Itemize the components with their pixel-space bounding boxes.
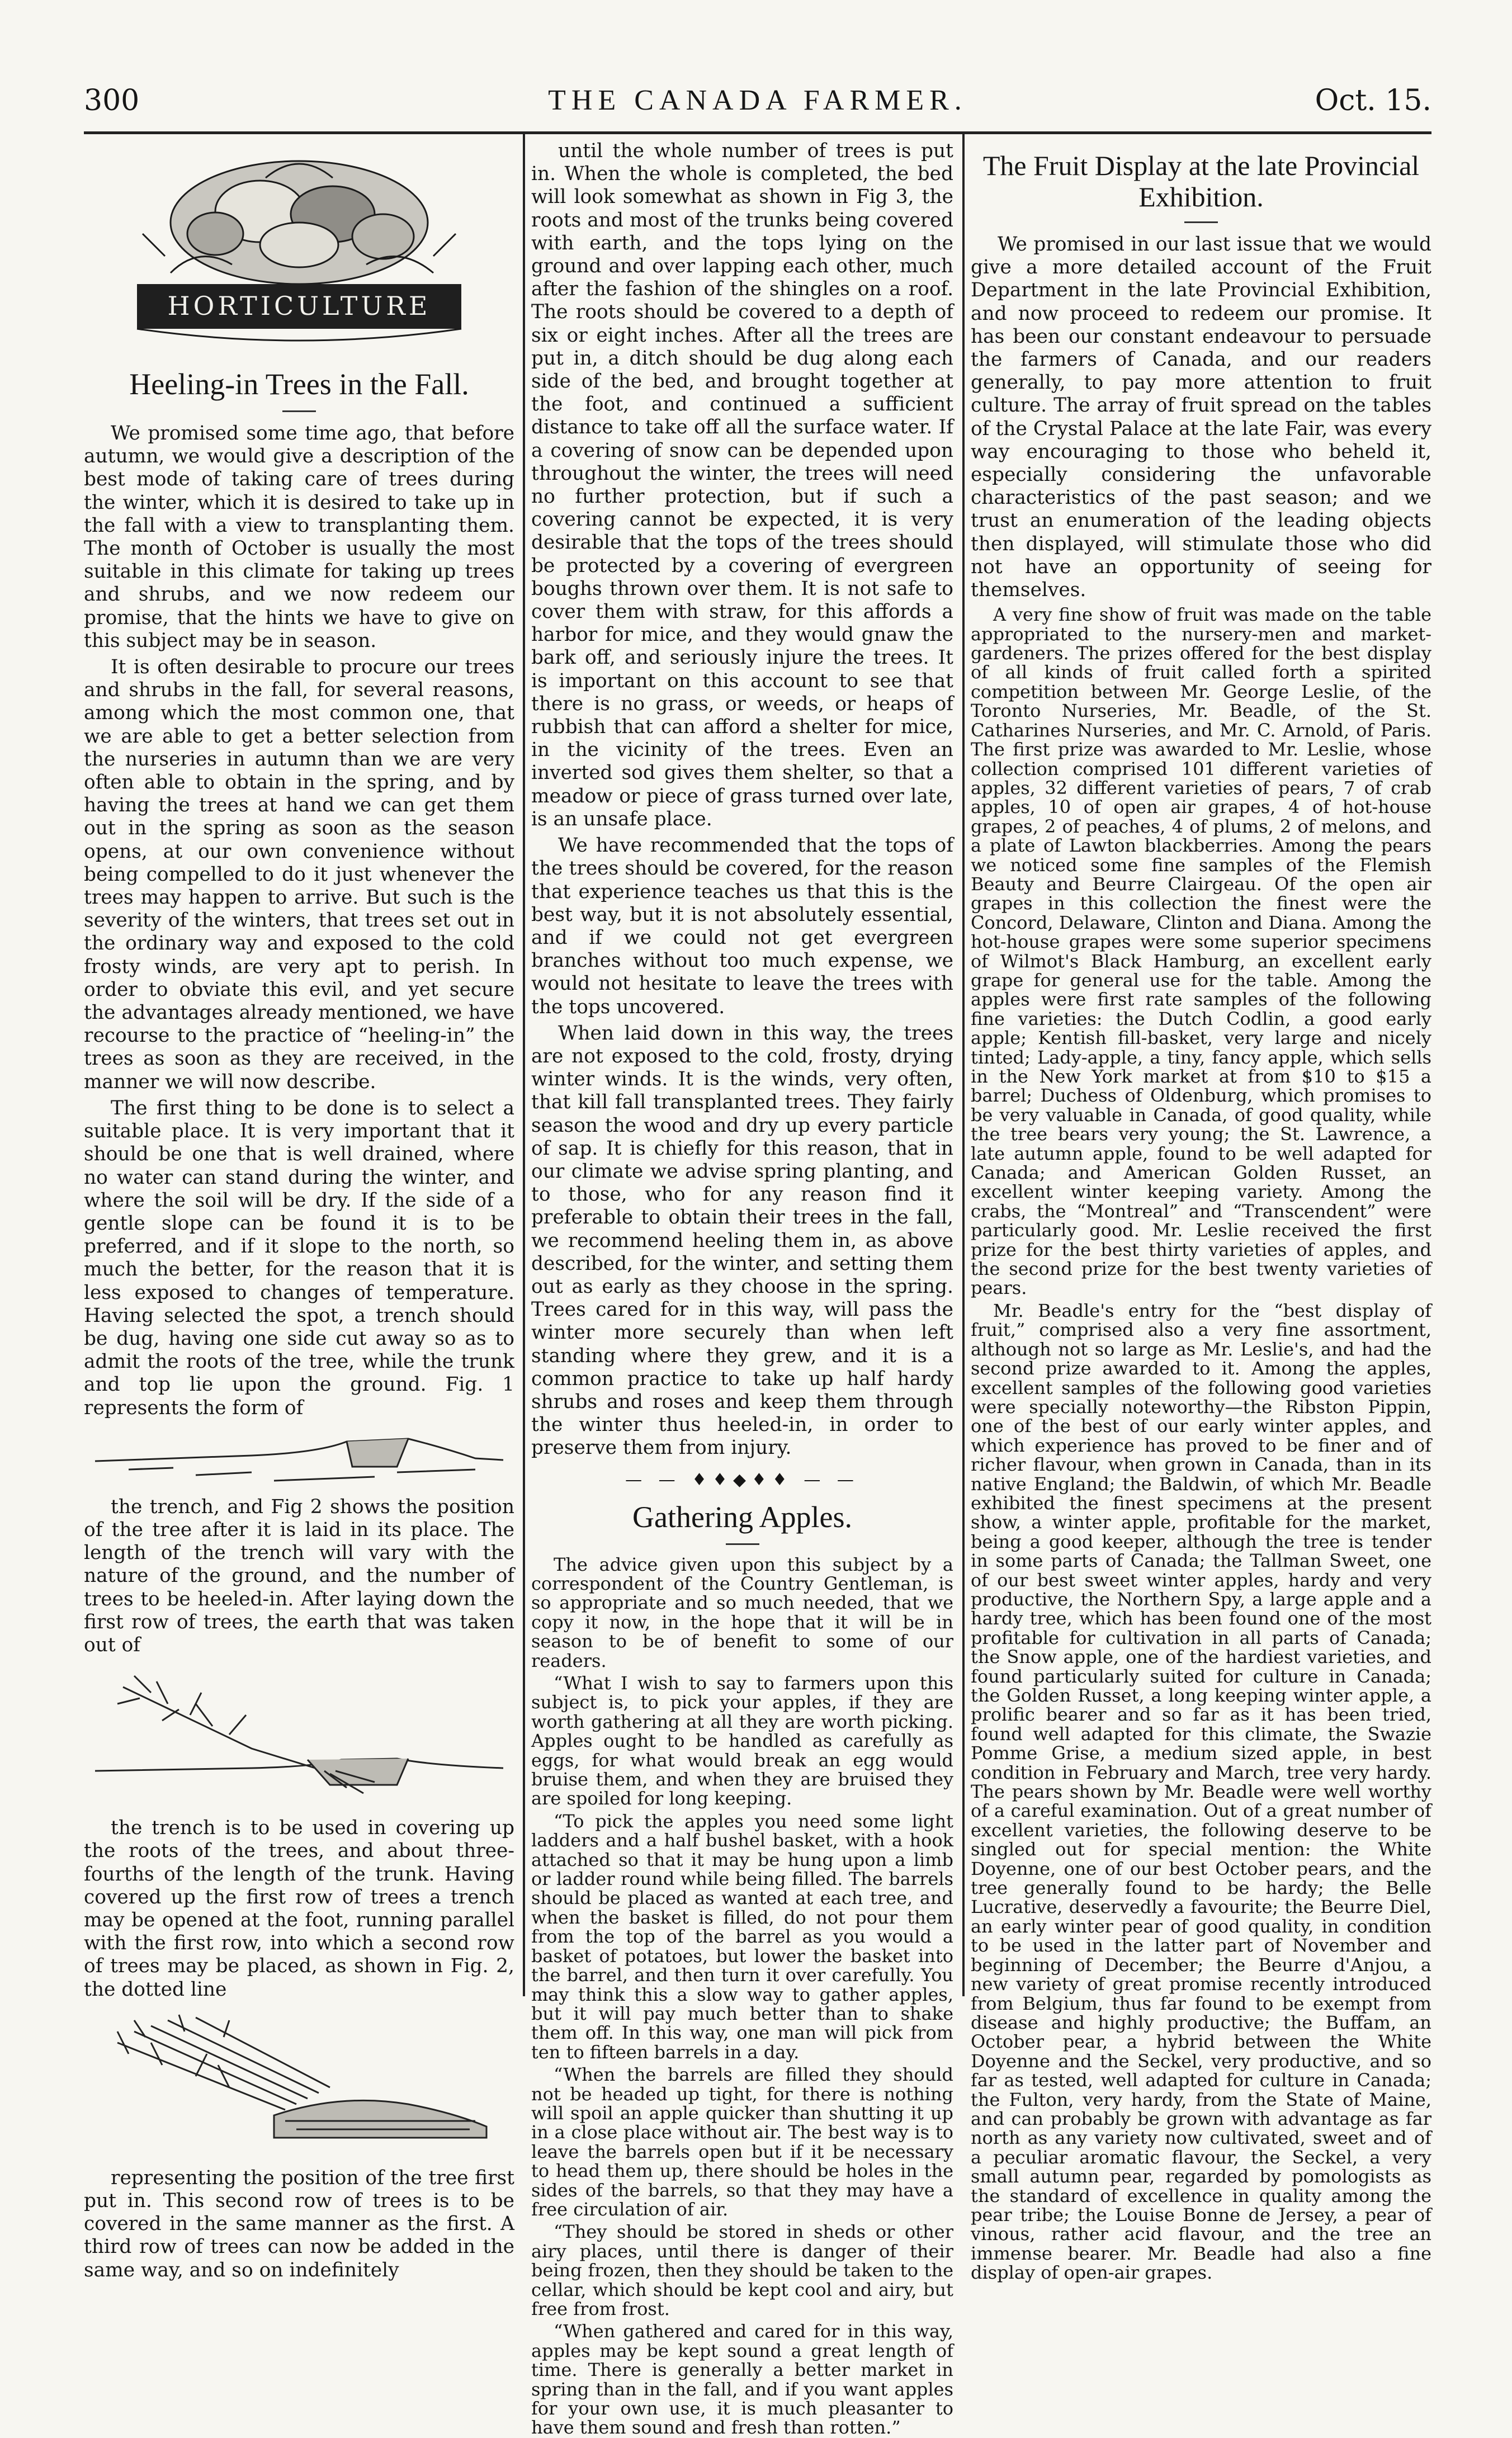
- paragraph: “When gathered and cared for in this way, apples may be kept sound a great length of time. There is generally a better market in spring than in the fall, and if you want apples for your own use, it is much pleasanter to have them sound and fresh than rotten.”: [531, 2321, 953, 2438]
- section-separator: — — ♦♦◆♦♦ — —: [625, 1470, 859, 1490]
- paragraph: It is often desirable to procure our trees and shrubs in the fall, for several reasons, among which the most common one, that we are able to get a better selection from the nurseries in autumn than we are very often able to obtain in the spring, and by having the trees at hand we can get them out in the spring as soon as the season opens, at our own convenience without being compelled to do it just whenever the trees may happen to arrive. But such is the severity of the winters, that trees set out in the ordinary way and exposed to the cold frosty winds, are very apt to perish. In order to obviate this evil, and yet secure the advantages already mentioned, we have recourse to the practice of “heeling-in” the trees as soon as they are received, in the manner we will now describe.: [84, 656, 514, 1093]
- column-divider-1: [523, 134, 525, 1996]
- paragraph: A very fine show of fruit was made on the table appropriated to the nursery-men and market-gardeners. The prizes offered for the best display of all kinds of fruit called forth a spirited competition between Mr. George Leslie, of the Toronto Nurseries, Mr. Beadle, of the St. Catharines Nurseries, and Mr. C. Arnold, of Paris. The first prize was awarded to Mr. Leslie, whose collection comprised 101 different varieties of apples, 32 different varieties of pears, 7 of crab apples, 10 of open air grapes, 4 of hot-house grapes, 2 of peaches, 4 of plums, 2 of melons, and a plate of Lawton blackberries. Among the pears we noticed some fine samples of the Flemish Beauty and Beurre Clairgeau. Of the open air grapes in this collection the finest were the Concord, Delaware, Clinton and Diana. Among the hot-house grapes were some superior specimens of Wilmot's Black Hamburg, an excellent early grape for general use for the table. Among the apples were first rate samples of the following fine varieties: the Dutch Codlin, a good early apple; Kentish fill-basket, very large and nicely tinted; Lady-apple, a tiny, fancy apple, which sells in the New York market at from $10 to $15 a barrel; Duchess of Oldenburg, which promises to be very valuable in Canada, of good quality, while the tree bears very young; the St. Lawrence, a late autumn apple, found to be well adapted for Canada; and American Golden Russet, an excellent winter keeping variety. Among the crabs, the “Montreal” and “Transcendent” were particularly good. Mr. Leslie received the first prize for the best thirty varieties of apples, and the second prize for the best twenty varieties of pears.: [971, 604, 1431, 1299]
- gathering-apples-body: [531, 1555, 953, 2437]
- column-1: [84, 140, 514, 2281]
- paragraph: the trench, and Fig 2 shows the position of the tree after it is laid in its place. The length of the trench will vary with the nature of the ground, and the number of trees to be heeled-in. After laying down the first row of trees, the earth that was taken out of: [84, 1495, 514, 1656]
- banner-word: HORTICULTURE: [167, 291, 431, 321]
- fruit-display-body: [971, 605, 1431, 2282]
- heeling-in-heading: Heeling-in Trees in the Fall.: [129, 367, 469, 401]
- page-number: 300: [84, 84, 140, 117]
- paragraph: “When the barrels are filled they should not be headed up tight, for there is nothing will spoil an apple quicker than shutting it up in a close place without air. The best way is to leave the barrels open but if it be necessary to head them up, there should be holes in the sides of the barrels, so that they may have a free circulation of air.: [531, 2064, 953, 2220]
- paragraph: “To pick the apples you need some light ladders and a half bushel basket, with a hook attached so that it may be hung upon a limb or ladder round while being filled. The barrels should be placed as wanted at each tree, and when the basket is filled, do not pour them from the top of the barrel as you would a basket of potatoes, but lower the basket into the barrel, and then turn it over carefully. You may think this a slow way to gather apples, but it will pay much better than to shake them off. In this way, one man will pick from ten to fifteen barrels in a day.: [531, 1810, 953, 2063]
- paragraph: We promised in our last issue that we would give a more detailed account of the Fruit Department in the late Provincial Exhibition, and now proceed to redeem our promise. It has been our constant endeavour to persuade the farmers of Canada, and our readers generally, to pay more attention to fruit culture. The array of fruit spread on the tables of the Crystal Palace at the late Fair, was every way encouraging to those who beheld it, especially considering the unfavorable characteristics of the past season; and we trust an enumeration of the leading objects then displayed, will stimulate those who did not have an opportunity of seeing for themselves.: [971, 233, 1431, 602]
- paragraph: “They should be stored in sheds or other airy places, until there is danger of their being frozen, then they should be taken to the cellar, which should be kept cool and airy, but free from frost.: [531, 2221, 953, 2320]
- masthead-rule: [84, 131, 1431, 134]
- paragraph: Mr. Beadle's entry for the “best display of fruit,” comprised also a very fine assortment, although not so large as Mr. Leslie's, and had the second prize awarded to it. Among the apples, excellent samples of the following good varieties were specially noteworthy—the Ribston Pippin, one of the best of our early winter apples, and which experience has proved to be finer and of richer flavour, when grown in Canada, than in its native England; the Baldwin, of which Mr. Beadle exhibited the finest specimens at the present show, a winter apple, profitable for the market, being a good keeper, although the tree is tender in some parts of Canada; the Tallman Sweet, one of our best sweet winter apples, hardy and very productive, the Northern Spy, a large apple and a hardy tree, which has been found one of the most profitable for cultivation in all parts of Canada; the Snow apple, one of the hardiest varieties, and found particularly suited for culture in Canada; the Golden Russet, a long keeping winter apple, a prolific bearer and so far as it has been tried, found well adapted for this climate, the Swazie Pomme Grise, a medium sized apple, in best condition in February and March, tree very hardy. The pears shown by Mr. Beadle were well worthy of a careful examination. Out of a great number of excellent varieties, the following deserve to be singled out for special mention: the White Doyenne, one of our best October pears, and the tree generally found to be hardy; the Belle Lucrative, deservedly a favourite; the Beurre Diel, an early winter pear of good quality, in condition to be used in the latter part of November and beginning of December; the Beurre d'Anjou, a new variety of great promise recently introduced from Belgium, thus far found to be exempt from disease and highly productive; the Buffam, an October pear, a hybrid between the White Doyenne and the Seckel, very productive, and so far as tested, well adapted for culture in Canada; the Fulton, very hardy, from the State of Maine, and can probably be grown with advantage as far north as any variety now cultivated, sweet and of a peculiar aromatic flavour, the Seckel, a very small autumn pear, regarded by pomologists as the standard of excellence in quality among the pear tribe; the Louise Bonne de Jersey, a pear of vinous, rather acid flavour, and the tree an immense bearer. Mr. Beadle had also a fine display of open-air grapes.: [971, 1300, 1431, 2284]
- heading-rule: [282, 410, 316, 412]
- paragraph: When laid down in this way, the trees are not exposed to the cold, frosty, drying winter winds. It is the winds, very often, that kill fall transplanted trees. They fairly season the wood and dry up every particle of sap. It is chiefly for this reason, that in our climate we advise spring planting, and to those, who for any reason find it preferable to obtain their trees in the fall, we recommend heeling them in, as above described, for the winter, and setting them out as early as they choose in the spring. Trees cared for in this way, will pass the winter more securely than when left standing where they grew, and it is a common practice to take up half hardy shrubs and roses and keep them through the winter thus heeled-in, in order to preserve them from injury.: [531, 1022, 953, 1459]
- fruit-display-heading: The Fruit Display at the late Provincial Exhibition.: [982, 150, 1420, 212]
- paragraph: We have recommended that the tops of the trees should be covered, for the reason that experience teaches us that this is the best way, but it is not absolutely essential, and if we could not get evergreen branches without too much expense, we would not hesitate to leave the trees with the tops uncovered.: [531, 834, 953, 1018]
- paper-title: THE CANADA FARMER.: [548, 84, 967, 116]
- paragraph: The advice given upon this subject by a correspondent of the Country Gentleman, is so appropriate and so much needed, that we copy it now, in the hope that it will be in season to be of benefit to some of our readers.: [531, 1553, 953, 1671]
- figure-2-tree-laid-in-trench: [84, 1665, 514, 1810]
- figure-3-heeled-in-bed: [84, 2009, 514, 2160]
- column-2: [531, 140, 953, 2438]
- figure-1-trench: [84, 1428, 514, 1489]
- paragraph: the trench is to be used in covering up the roots of the trees, and about three-fourths of the length of the trunk. Having covered up the first row of trees a trench may be opened at the foot, running parallel with the first row, into which a second row of trees may be placed, as shown in Fig. 2, the dotted line: [84, 1817, 514, 2001]
- paragraph: We promised some time ago, that before autumn, we would give a description of the best mode of taking care of trees during the winter, which it is desired to take up in the fall with a view to transplanting them. The month of October is usually the most suitable in this climate for taking up trees and shrubs, and we now redeem our promise, that the hints we have to give on this subject may be in season.: [84, 422, 514, 652]
- paragraph: The first thing to be done is to select a suitable place. It is very important that it should be one that is well drained, where no water can stand during the winter, and where the soil will be dry. If the side of a gentle slope can be found it is to be preferred, and if it slope to the north, so much the better, for the reason that it is less exposed to changes of temperature. Having selected the spot, a trench should be dug, having one side cut away so as to admit the roots of the tree, while the trunk and top lie upon the ground. Fig. 1 represents the form of: [84, 1097, 514, 1419]
- paragraph: “What I wish to say to farmers upon this subject is, to pick your apples, if they are worth gathering at all they are worth picking. Apples ought to be handled as carefully as eggs, for what would break an egg would bruise them, and when they are bruised they are spoiled for long keeping.: [531, 1672, 953, 1809]
- heading-rule: [726, 1543, 759, 1545]
- column-3: [971, 140, 1431, 2284]
- column-divider-2: [962, 134, 965, 1996]
- paragraph: until the whole number of trees is put in. When the whole is completed, the bed will look somewhat as shown in Fig 3, the roots and most of the trunks being covered with earth, and the tops lying on the ground and over lapping each other, much after the fashion of the shingles on a roof. The roots should be covered to a depth of six or eight inches. After all the trees are put in, a ditch should be dug along each side of the bed, and brought together at the foot, and continued a sufficient distance to take off all the surface water. If a covering of snow can be depended upon throughout the winter, the trees will need no further protection, but if such a covering cannot be expected, it is very desirable that the tops of the trees should be protected by a covering of evergreen boughs thrown over them. It is not safe to cover them with straw, for this affords a harbor for mice, and they would gnaw the bark off, and seriously injure the trees. It is important on this account to see that there is no grass, or weeds, or heaps of rubbish that can afford a shelter for mice, in the vicinity of the trees. Even an inverted sod gives them shelter, so that a meadow or piece of grass turned over late, is an unsafe place.: [531, 140, 953, 830]
- heading-rule: [1184, 221, 1218, 223]
- issue-date: Oct. 15.: [1315, 84, 1431, 117]
- gathering-apples-heading: Gathering Apples.: [632, 1500, 852, 1534]
- masthead: [84, 84, 1431, 134]
- horticulture-banner-illustration: [120, 144, 478, 357]
- paragraph: representing the position of the tree first put in. This second row of trees is to be covered in the same manner as the first. A third row of trees can now be added in the same way, and so on indefinitely: [84, 2166, 514, 2281]
